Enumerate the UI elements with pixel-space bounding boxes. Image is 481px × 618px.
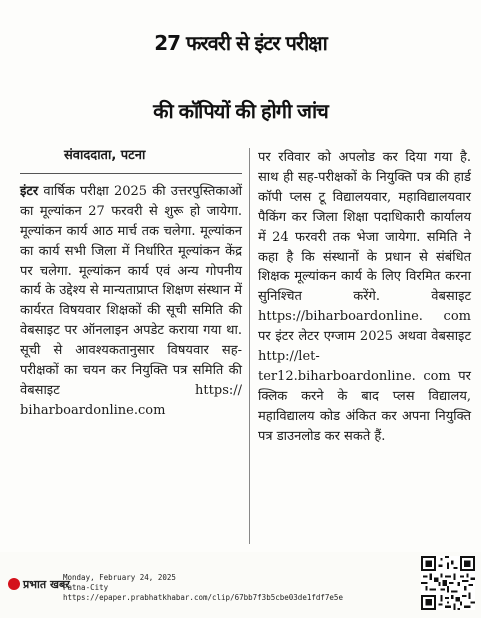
logo-mark-icon xyxy=(8,578,20,590)
clip-metadata xyxy=(63,573,343,604)
article-body-right: पर रविवार को अपलोड कर दिया गया है. साथ ही सह-परीक्षकों के नियुक्ति पत्र की हार्ड कॉपी प्लस टू विद्यालयवार, महाविद्यालयवार पैकिंग कर जिला शिक्षा पदाधिकारी कार्यालय में 24 फरवरी तक भेजा जायेगा. समिति ने कहा है कि संस्थानों के प्रधान से संबंधित शिक्षक मूल्यांकन कार्य के लिए विरमित करना सुनिश्चित करेंगे. वेबसाइट https://biharboardonline. com पर इंटर लेटर एग्जाम 2025 अथवा वेबसाइट http://let- ter12.biharboardonline. com पर क्लिक करने के बाद प्लस विद्यालय, महाविद्यालय कोड अंकित कर अपना नियुक्ति पत्र डाउनलोड कर सकते हैं. xyxy=(258,150,471,444)
clip-url[interactable]: https://epaper.prabhatkhabar.com/clip/67bb7f3b5cbe03de1fdf7e5e xyxy=(63,593,343,603)
article-column-left xyxy=(20,146,242,421)
column-divider xyxy=(249,148,250,544)
qr-code-icon[interactable] xyxy=(421,556,475,610)
article-body-left: वार्षिक परीक्षा 2025 की उत्तरपुस्तिकाओं का मूल्यांकन 27 फरवरी से शुरू हो जायेगा. मूल्यांकन कार्य आठ मार्च तक चलेगा. मूल्यांकन का कार्य सभी जिला में निर्धारित मूल्यांकन केंद्र पर चलेगा. मूल्यांकन कार्य एवं अन्य गोपनीय कार्य के उद्देश्य से मान्यताप्राप्त शिक्षण संस्थान में कार्यरत विषयवार शिक्षकों की सूची समिति की वेबसाइट पर ऑनलाइन अपडेट कराया गया था. सूची से आवश्यकतानुसार विषयवार सह-परीक्षकों का चयन कर नियुक्ति पत्र समिति की वेबसाइट https:// biharboardonline.com xyxy=(20,183,242,418)
byline: संवाददाता, पटना xyxy=(64,148,146,163)
headline-line-2: की कॉपियों की होगी जांच xyxy=(153,99,328,123)
clip-date: Monday, February 24, 2025 xyxy=(63,573,176,582)
byline-rule xyxy=(20,173,242,174)
headline-line-1: 27 फरवरी से इंटर परीक्षा xyxy=(154,31,327,55)
logo-text: प्रभात खबर xyxy=(23,578,70,591)
newspaper-logo xyxy=(8,577,70,592)
article-column-right xyxy=(258,148,471,447)
clip-edition: Patna-City xyxy=(63,583,109,593)
article-lead-word: इंटर xyxy=(20,183,39,199)
